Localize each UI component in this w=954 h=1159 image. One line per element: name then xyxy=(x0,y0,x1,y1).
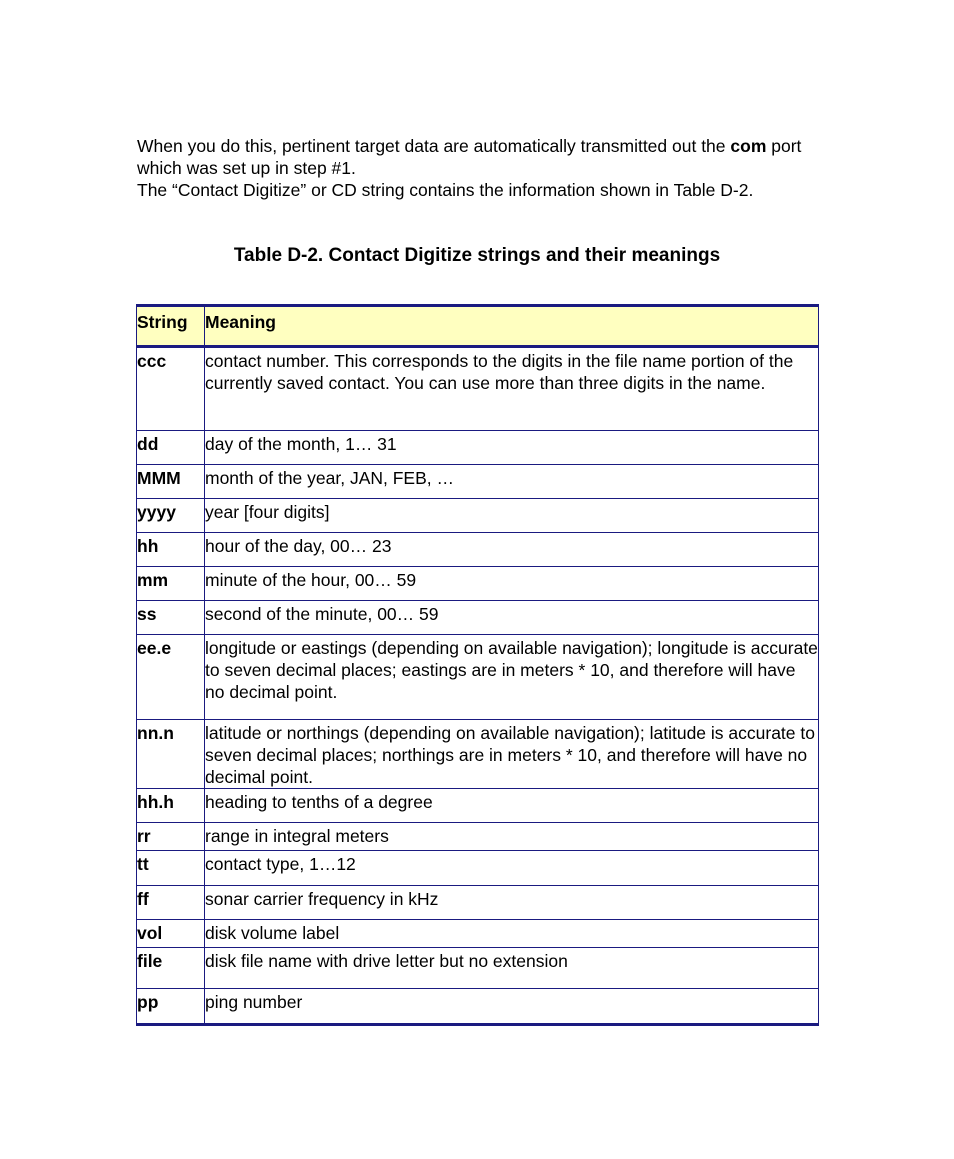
table-row xyxy=(137,989,819,1025)
table-row xyxy=(137,601,819,635)
intro-paragraph-1 xyxy=(137,135,827,179)
row-meaning: minute of the hour, 00… 59 xyxy=(205,567,819,601)
row-meaning: latitude or northings (depending on available navigation); latitude is accurate to seven decimal places; northings are in meters * 10, and therefore will have no decimal point. xyxy=(205,720,819,789)
row-meaning: longitude or eastings (depending on available navigation); longitude is accurate to seven decimal places; eastings are in meters * 10, and therefore will have no decimal point. xyxy=(205,635,819,720)
row-meaning: month of the year, JAN, FEB, … xyxy=(205,465,819,499)
row-string: ff xyxy=(137,886,205,920)
table-row xyxy=(137,533,819,567)
row-string: tt xyxy=(137,851,205,886)
table-row xyxy=(137,465,819,499)
row-meaning: heading to tenths of a degree xyxy=(205,789,819,823)
table-row xyxy=(137,920,819,948)
intro-text-post: port which was set up in step #1. xyxy=(137,136,802,178)
row-string: rr xyxy=(137,823,205,851)
table-row xyxy=(137,567,819,601)
row-meaning: disk volume label xyxy=(205,920,819,948)
row-string: mm xyxy=(137,567,205,601)
row-string: vol xyxy=(137,920,205,948)
row-string: ccc xyxy=(137,347,205,431)
row-string: yyyy xyxy=(137,499,205,533)
table-row xyxy=(137,948,819,989)
table-header-row xyxy=(137,306,819,347)
row-meaning: contact number. This corresponds to the digits in the file name portion of the currently saved contact. You can use more than three digits in the name. xyxy=(205,347,819,431)
row-meaning: range in integral meters xyxy=(205,823,819,851)
table-row xyxy=(137,851,819,886)
row-string: file xyxy=(137,948,205,989)
table-row xyxy=(137,347,819,431)
row-meaning: day of the month, 1… 31 xyxy=(205,431,819,465)
row-string: MMM xyxy=(137,465,205,499)
row-meaning: hour of the day, 00… 23 xyxy=(205,533,819,567)
row-string: hh.h xyxy=(137,789,205,823)
table-row xyxy=(137,499,819,533)
table-row xyxy=(137,720,819,789)
intro-paragraph-2: The “Contact Digitize” or CD string contains the information shown in Table D-2. xyxy=(137,180,754,200)
row-string: hh xyxy=(137,533,205,567)
row-string: pp xyxy=(137,989,205,1025)
row-string: ee.e xyxy=(137,635,205,720)
row-string: ss xyxy=(137,601,205,635)
table-row xyxy=(137,823,819,851)
row-meaning: disk file name with drive letter but no extension xyxy=(205,948,819,989)
table-row xyxy=(137,431,819,465)
row-string: dd xyxy=(137,431,205,465)
intro-text xyxy=(137,135,827,201)
row-string: nn.n xyxy=(137,720,205,789)
table-row xyxy=(137,886,819,920)
header-meaning: Meaning xyxy=(205,306,819,347)
intro-text-com: com xyxy=(730,136,767,156)
table-row xyxy=(137,635,819,720)
row-meaning: contact type, 1…12 xyxy=(205,851,819,886)
intro-text-pre: When you do this, pertinent target data are automatically transmitted out the xyxy=(137,136,731,156)
table-row xyxy=(137,789,819,823)
row-meaning: sonar carrier frequency in kHz xyxy=(205,886,819,920)
row-meaning: second of the minute, 00… 59 xyxy=(205,601,819,635)
header-string: String xyxy=(137,306,205,347)
row-meaning: year [four digits] xyxy=(205,499,819,533)
table-caption: Table D-2. Contact Digitize strings and their meanings xyxy=(233,245,721,266)
contact-digitize-table xyxy=(136,304,819,1026)
row-meaning: ping number xyxy=(205,989,819,1025)
